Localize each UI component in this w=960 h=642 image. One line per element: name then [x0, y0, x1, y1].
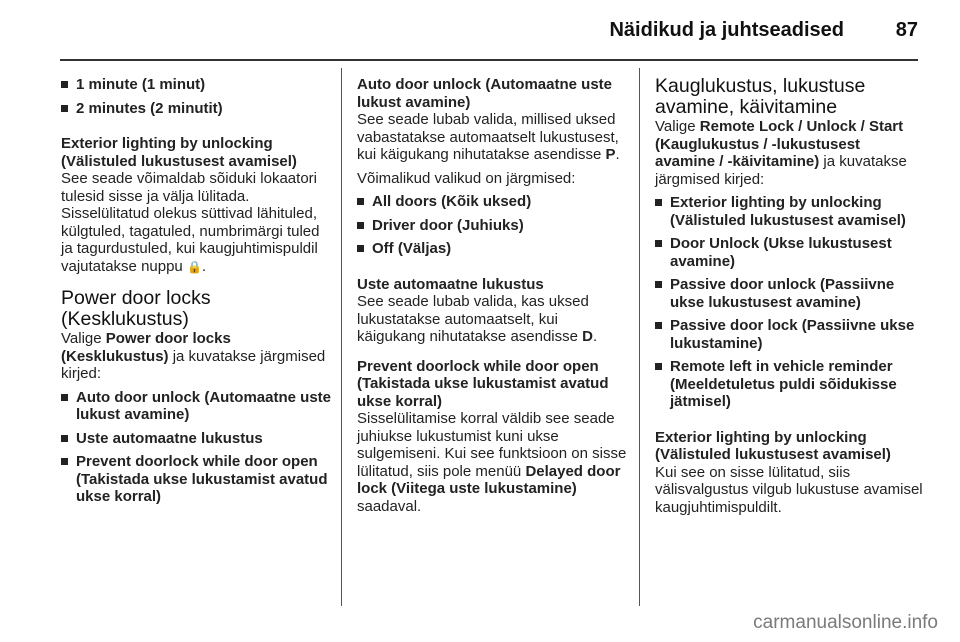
list-item: Prevent doorlock while door open (Takistada ukse lukustamist avatud ukse korral)	[61, 453, 331, 506]
paragraph-text: Valige	[61, 330, 102, 347]
list-item: Driver door (Juhiuks)	[357, 217, 627, 235]
page-number: 87	[895, 19, 918, 41]
list-item: Auto door unlock (Automaatne uste lukust avamine)	[61, 389, 331, 424]
list-item: Off (Väljas)	[357, 240, 627, 258]
padlock-icon: 🔒	[186, 259, 202, 274]
paragraph	[655, 118, 923, 188]
paragraph-text: saadaval.	[357, 497, 422, 515]
paragraph-text: nuppu	[141, 257, 183, 275]
paragraph-text: Sisselülitamise korral väldib see seade juhiukse lukustumist kuni ukse sulgemiseni. Kui see funktsioon on sisse lülitatud, siis pole menüü	[357, 410, 627, 480]
gear-label: D	[582, 328, 594, 345]
header-title: Näidikud ja juhtseadised	[609, 19, 844, 41]
paragraph	[61, 170, 331, 276]
section-heading: Kauglukustus, lukustuse avamine, käivitamine	[655, 75, 866, 118]
menu-name: Delayed door lock (Viitega uste lukustamine)	[357, 462, 621, 497]
section-title: Uste automaatne lukustus	[357, 275, 544, 293]
list-item: Remote left in vehicle reminder (Meeldetuletus puldi sõidukisse jätmisel)	[655, 358, 923, 411]
paragraph: Võimalikud valikud on järgmised:	[357, 169, 576, 187]
paragraph	[357, 293, 627, 346]
section-title: Prevent doorlock while door open (Takistada ukse lukustamist avatud ukse korral)	[357, 357, 609, 410]
paragraph-text: .	[593, 328, 598, 345]
list-item: Door Unlock (Ukse lukustusest avamine)	[655, 235, 923, 270]
paragraph-text: See seade lubab valida, millised uksed vabastatakse automaatselt lukustusest, kui käigukang nihutatakse asendisse	[357, 111, 619, 163]
paragraph-text: .	[201, 257, 207, 275]
section-title: Exterior lighting by unlocking (Välistuled lukustusest avamisel)	[61, 135, 297, 170]
column-divider	[639, 68, 640, 606]
paragraph-text: Valige	[655, 118, 696, 135]
paragraph-text: See seade võimaldab sõiduki lokaatori tulesid sisse ja välja lülitada. Sisselülitatud olekus süttivad lähituled, külgtuled, tagatuled, numbrimärgi tuled ja tagurdustuled, kui kaugjuhtimispuldil vajutatakse	[61, 170, 320, 275]
menu-name: Power door locks (Kesklukustus)	[61, 330, 231, 365]
list-item: Exterior lighting by unlocking (Välistuled lukustusest avamisel)	[655, 194, 923, 229]
column-1	[61, 76, 331, 512]
column-3	[655, 76, 923, 516]
section-title: Auto door unlock (Automaatne uste lukust avamine)	[357, 76, 612, 111]
list-item: Uste automaatne lukustus	[61, 430, 331, 448]
list-item: Passive door lock (Passiivne ukse lukustamine)	[655, 317, 923, 352]
watermark: carmanualsonline.info	[753, 612, 938, 633]
paragraph-text: .	[615, 146, 620, 163]
paragraph	[61, 330, 331, 383]
paragraph	[357, 111, 627, 164]
header-divider	[60, 59, 918, 61]
list-item: 2 minutes (2 minutit)	[61, 100, 331, 118]
section-heading: Power door locks (Kesklukustus)	[61, 287, 211, 330]
menu-name: Remote Lock / Unlock / Start (Kauglukustus / -lukustusest avamine / -käivitamine)	[655, 118, 904, 170]
page-header	[0, 0, 960, 58]
paragraph	[357, 410, 627, 515]
list-item: 1 minute (1 minut)	[61, 76, 331, 94]
gear-label: P	[605, 146, 616, 163]
list-item: Passive door unlock (Passiivne ukse lukustusest avamine)	[655, 276, 923, 311]
column-2	[357, 76, 627, 515]
column-divider	[341, 68, 342, 606]
paragraph: Kui see on sisse lülitatud, siis välisvalgustus vilgub lukustuse avamisel kaugjuhtimispuldilt.	[655, 463, 923, 516]
paragraph-text: See seade lubab valida, kas uksed lukustatakse automaatselt, kui käigukang nihutatakse asendisse	[357, 293, 589, 345]
paragraph-text: ja kuvatakse järgmised kirjed:	[655, 153, 907, 188]
section-title: Exterior lighting by unlocking (Välistuled lukustusest avamisel)	[655, 428, 891, 463]
list-item: All doors (Kõik uksed)	[357, 193, 627, 211]
paragraph-text: ja kuvatakse järgmised kirjed:	[61, 347, 326, 382]
